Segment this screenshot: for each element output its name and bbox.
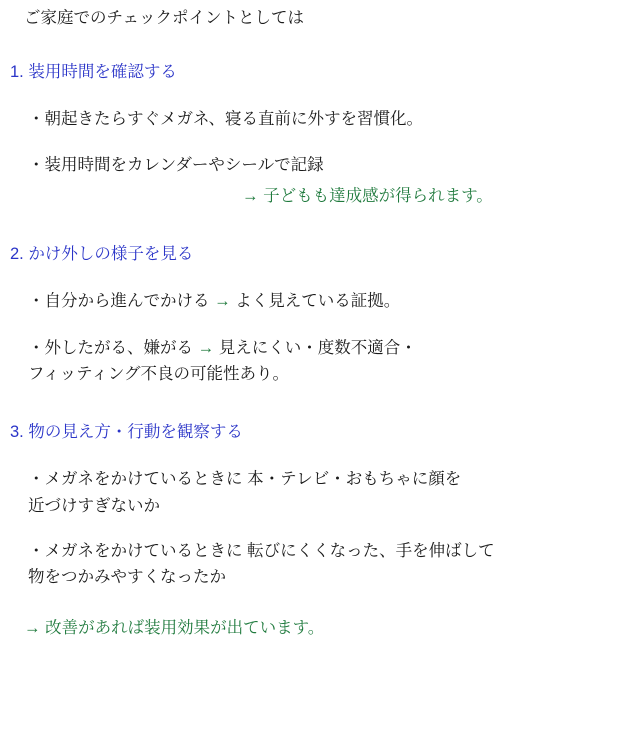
section-2-item-2-text: ・外したがる、嫌がる [28,338,193,357]
section-3-item-2-cont: 物をつかみやすくなったか [28,568,226,587]
section-2-item-2-note2: フィッティング不良の可能性あり。 [28,365,290,384]
section-3-item-1: ・メガネをかけているときに 本・テレビ・おもちゃに顔を [28,470,462,489]
section-1-item-2: ・装用時間をカレンダーやシールで記録 [28,156,324,175]
section-3-heading: 3. 物の見え方・行動を観察する [10,423,243,442]
section-2-item-1-text: ・自分から進んでかける [28,291,210,310]
arrow-icon: → [214,291,231,310]
section-2-item-1-note: よく見えている証拠。 [235,291,401,310]
arrow-icon: → [197,338,215,357]
document-page [0,6,625,753]
section-1-item-1: ・朝起きたらすぐメガネ、寝る直前に外すを習慣化。 [28,109,424,128]
section-1 [10,61,615,209]
section-2-heading: 2. かけ外しの様子を見る [10,244,194,263]
intro-text: ご家庭でのチェックポイントとしては [24,9,305,27]
section-3-item-2: ・メガネをかけているときに 転びにくくなった、手を伸ばして [28,541,495,560]
section-1-item-2-note: → 子どもも達成感が得られます。 [242,187,493,206]
section-1-heading: 1. 装用時間を確認する [10,62,177,81]
section-2-item-2 [28,336,615,361]
section-3 [10,421,615,590]
conclusion-text: → 改善があれば装用効果が出ています。 [24,619,325,638]
section-2-item-1 [28,289,615,314]
section-3-item-1-cont: 近づけすぎないか [28,496,160,515]
section-2-item-2-note: 見えにくい・度数不適合・ [218,338,417,357]
section-2 [10,243,615,387]
